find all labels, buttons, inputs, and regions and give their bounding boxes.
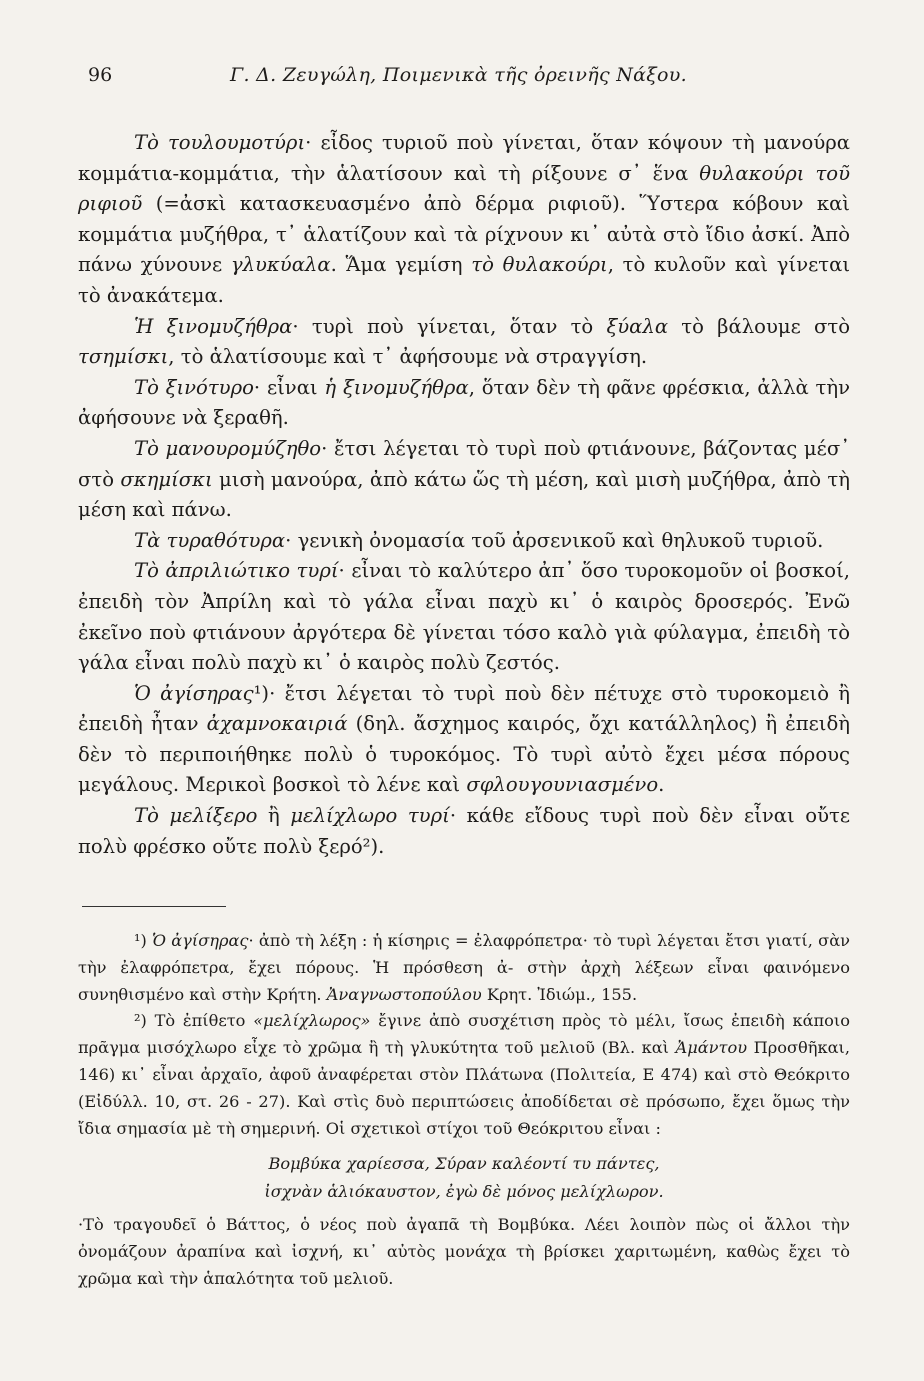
page-number: 96 (88, 64, 113, 86)
text-run: · ἔτσι λέγεται τὸ τυρὶ ποὺ φτιάνουνε, βάζοντας μέσ᾽ στὸ (78, 436, 850, 491)
paragraph-xinomyzithra (78, 312, 850, 373)
text-run: μισὴ μανούρα, ἀπὸ κάτω ὥς τὴ μέση, καὶ μισὴ μυζήθρα, ἀπὸ τὴ μέση καὶ πάνω. (78, 467, 850, 522)
text-run: · εἶδος τυριοῦ ποὺ γίνεται, ὅταν κόψουν τὴ μανούρα κομμάτια-κομμάτια, τὴν ἁλατίσουν καὶ τὴ ρίξουνε σ᾽ ἕνα (78, 131, 851, 185)
paragraph-aprilotiko (78, 556, 850, 678)
term-italic: θυλακούρι τοῦ ριφιοῦ (78, 161, 850, 216)
paragraph-tulumotyri (78, 128, 850, 312)
paragraph-tyrathotyra (78, 526, 850, 557)
text-run: . Ἅμα γεμίση (330, 253, 472, 277)
term-italic: Τὸ ξινότυρο (134, 375, 254, 399)
term-italic: μελίχλωρο τυρί (290, 804, 450, 828)
text-run: ἔγινε ἀπὸ συσχέτιση πρὸς τὸ μέλι, ἴσως ἐπειδὴ κάποιο πρᾶγμα μισόχλωρο εἶχε τὸ χρῶμα ἢ τὴ γλυκύτητα τοῦ μελιοῦ (Βλ. καὶ (78, 1011, 850, 1058)
verse-line-2: ἰσχνὰν ἁλιόκαυστον, ἐγὼ δὲ μόνος μελίχλωρον. (264, 1182, 664, 1202)
text-run: , τὸ κυλοῦν καὶ γίνεται τὸ ἀνακάτεμα. (78, 253, 851, 307)
footnote-1 (78, 928, 850, 1008)
term-italic: ἀχαμνοκαιριά (206, 712, 348, 736)
term-italic: Τὸ ἀπριλιώτικο τυρί (134, 559, 339, 583)
text-run: (=ἀσκὶ κατασκευασμένο ἀπὸ δέρμα ριφιοῦ). Ὕστερα κόβουν καὶ κομμάτια μυζήθρα, τ᾽ ἁλατίζουν καὶ τὰ ρίχνουν κι᾽ αὐτὰ στὸ ἴδιο ἀσκί. Ἀπὸ πάνω χύνουνε (78, 192, 850, 277)
main-text (78, 128, 850, 862)
text-run: · εἶναι τὸ καλύτερο ἀπ᾽ ὅσο τυροκομοῦν οἱ βοσκοί, ἐπειδὴ τὸν Ἀπρίλη καὶ τὸ γάλα εἶναι παχὺ κι᾽ ὁ καιρὸς δροσερός. Ἐνῶ ἐκεῖνο ποὺ φτιάνουν ἀργότερα δὲ γίνεται τόσο καλὸ γιὰ φύλαγμα, ἐπειδὴ τὸ γάλα εἶναι πολὺ παχὺ κι᾽ ὁ καιρὸς πολὺ ζεστός. (78, 559, 850, 675)
text-run: τὸ βάλουμε στὸ (668, 314, 850, 338)
paragraph-xinotyro (78, 373, 850, 434)
text-run: ¹)· ἔτσι λέγεται τὸ τυρὶ ποὺ δὲν πέτυχε στὸ τυροκομειὸ ἢ ἐπειδὴ ἦταν (78, 681, 851, 736)
term-italic: Τὸ μανουρομύζηθο (134, 436, 322, 460)
paragraph-melixero (78, 801, 850, 862)
text-run: Προσθῆκαι, 146) κι᾽ εἶναι ἀρχαῖο, ἀφοῦ ἀναφέρεται στὸν Πλάτωνα (Πολιτεία, Ε 474) καὶ στὸ Θεόκριτο (Εἰδύλλ. 10, στ. 26 - 27). Καὶ στὶς δυὸ περιπτώσεις ἀποδίδεται σὲ πρόσωπο, ἔχει ὅμως τὴν ἴδια σημασία μὲ τὴ σημερινή. Οἱ σχετικοὶ στίχοι τοῦ Θεόκριτου εἶναι : (78, 1038, 850, 1138)
paragraph-manouromyzitho (78, 434, 850, 526)
term-italic: Τὸ τουλουμοτύρι (134, 131, 306, 154)
paragraph-agisiras (78, 679, 850, 801)
term-italic: τσημίσκι (78, 345, 169, 369)
theocritus-verse (78, 1150, 850, 1206)
term-italic: γλυκύαλα (230, 253, 331, 277)
term-italic: Ἡ ξινομυζήθρα (134, 314, 293, 338)
term-italic: «μελίχλωρος» (253, 1011, 371, 1031)
term-italic: Ἀμάντου (675, 1038, 748, 1058)
term-italic: σφλουγουνιασμένο (466, 773, 659, 797)
text-run: ἢ (257, 804, 291, 828)
term-italic: Ἀναγνωστοπούλου (326, 984, 482, 1004)
term-italic: Τὸ μελίξερο (134, 804, 258, 828)
term-italic: ξύαλα (606, 314, 669, 338)
running-head: Γ. Δ. Ζευγώλη, Ποιμενικὰ τῆς ὀρεινῆς Νάξου. (230, 64, 687, 86)
text-run: . (658, 773, 665, 797)
page-header (88, 64, 834, 98)
verse-line-1: Βομβύκα χαρίεσσα, Σύραν καλέοντί τυ πάντες, (268, 1154, 660, 1174)
text-run: ²) Τὸ ἐπίθετο (134, 1011, 254, 1031)
footnotes (78, 928, 850, 1293)
text-run: ¹) (134, 931, 153, 950)
term-italic: Τὰ τυραθότυρα (134, 528, 286, 552)
text-run: , ὅταν δὲν τὴ φᾶνε φρέσκια, ἀλλὰ τὴν ἀφήσουνε νὰ ξεραθῆ. (78, 375, 851, 430)
text-run: , τὸ ἁλατίσουμε καὶ τ᾽ ἀφήσουμε νὰ στραγγίση. (168, 345, 648, 369)
footnote-separator (82, 906, 226, 907)
footnote-2 (78, 1008, 850, 1142)
text-run: · εἶναι (253, 375, 325, 399)
term-italic: ἡ ξινομυζήθρα (324, 375, 469, 399)
text-run: Κρητ. Ἰδιώμ., 155. (481, 984, 638, 1004)
term-italic: Ὁ ἀγίσηρας (134, 681, 254, 705)
text-run: · ἀπὸ τὴ λέξη : ἡ κίσηρις = ἐλαφρόπετρα· τὸ τυρὶ λέγεται ἔτσι γιατί, σὰν τὴν ἐλαφρόπετρα, ἔχει πόρους. Ἡ πρόσθεση ἀ- στὴν ἀρχὴ λέξεων εἶναι φαινόμενο συνηθισμένο καὶ στὴν Κρήτη. (78, 931, 850, 1004)
text-run: · τυρὶ ποὺ γίνεται, ὅταν τὸ (292, 314, 607, 338)
term-italic: Ὁ ἀγίσηρας (152, 931, 249, 950)
term-italic: τὸ θυλακούρι (471, 253, 608, 277)
footnote-2-continued: ·Τὸ τραγουδεῖ ὁ Βάττος, ὁ νέος ποὺ ἀγαπᾶ τὴ Βομβύκα. Λέει λοιπὸν πὼς οἱ ἄλλοι τὴν ὀνομάζουν ἀραπίνα καὶ ἰσχνή, κι᾽ αὐτὸς μονάχα τὴ βρίσκει χαριτωμένη, καθὼς ἔχει τὸ χρῶμα καὶ τὴν ἁπαλότητα τοῦ μελιοῦ. (78, 1215, 850, 1288)
text-run: (δηλ. ἄσχημος καιρός, ὄχι κατάλληλος) ἢ ἐπειδὴ δὲν τὸ περιποιήθηκε πολὺ ὁ τυροκόμος. Τὸ τυρὶ αὐτὸ ἔχει μέσα πόρους μεγάλους. Μερικοὶ βοσκοὶ τὸ λένε καὶ (78, 712, 850, 797)
term-italic: σκημίσκι (120, 467, 213, 491)
text-run: · γενικὴ ὀνομασία τοῦ ἀρσενικοῦ καὶ θηλυκοῦ τυριοῦ. (285, 528, 824, 552)
text-run: · κάθε εἴδους τυρὶ ποὺ δὲν εἶναι οὔτε πολὺ φρέσκο οὔτε πολὺ ξερό²). (78, 804, 850, 858)
